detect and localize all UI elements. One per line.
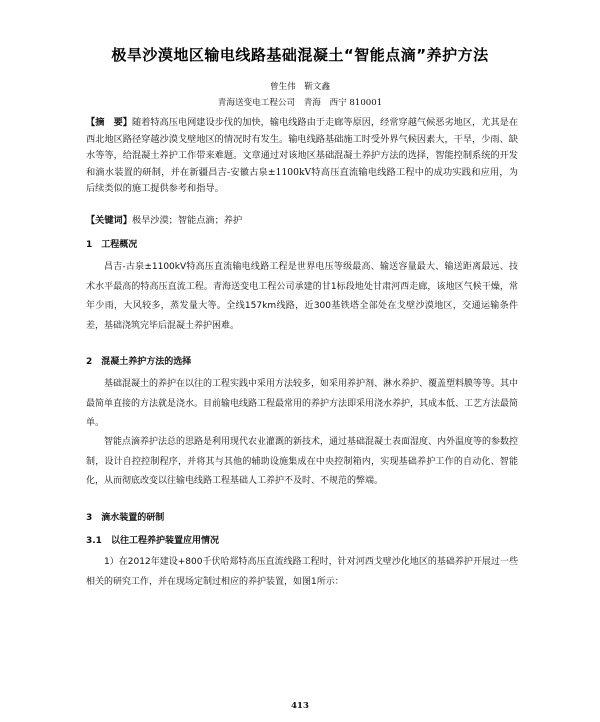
section-3-1-paragraph: 1）在2012年建设+800千伏哈郑特高压直流线路工程时，针对河西戈壁沙化地区的基础养护开展过一些相关的研究工作，并在现场定制过相应的养护装置，如图1所示： — [86, 557, 518, 587]
abstract-label: 【摘 要】 — [86, 117, 132, 128]
authors: 曾生伟 靳文鑫 — [269, 82, 331, 92]
keywords — [86, 213, 518, 229]
section-heading-3-1: 3.1 以往工程养护装置应用情况 — [86, 536, 219, 546]
paper-title: 极旱沙漠地区输电线路基础混凝土“智能点滴”养护方法 — [111, 46, 489, 64]
section-2-paragraph-2: 智能点滴养护法总的思路是利用现代农业灌溉的新技术，通过基础混凝土表面湿度、内外温度等的参数控制，设计自控控制程序，并将其与其他的辅助设施集成在中央控制箱内，实现基础养护工作的自动化、智能化，从而彻底改变以往输电线路工程基础人工养护不及时、不规范的弊端。 — [86, 437, 519, 486]
section-heading-2: 2 混凝土养护方法的选择 — [86, 357, 192, 367]
section-1-paragraph: 昌吉-古泉±1100kV特高压直流输电线路工程是世界电压等级最高、输送容量最大、输送距离最远、技术水平最高的特高压直流工程。青海送变电工程公司承建的甘1标段地处甘肃河西走廊，该地区气候干燥，常年少雨，大风较多，蒸发量大等。全线157km线路，近300基铁塔全部处在戈壁沙漠地区，交通运输条件差，基础浇筑完毕后混凝土养护困难。 — [86, 262, 518, 331]
section-heading-3: 3 滴水装置的研制 — [86, 513, 165, 523]
affiliation: 青海送变电工程公司 青海 西宁 810001 — [217, 98, 383, 108]
abstract — [86, 115, 518, 198]
section-heading-1: 1 工程概况 — [86, 240, 138, 250]
keywords-label: 【关键词】 — [86, 215, 132, 226]
page-number: 413 — [291, 701, 309, 711]
abstract-text: 随着特高压电网建设步伐的加快，输电线路由于走廊等原因，经常穿越气候恶劣地区，尤其是在西北地区路径穿越沙漠戈壁地区的情况时有发生。输电线路基础施工时受外界气候因素大，干旱，少雨、缺水等等，给混凝土养护工作带来难题。文章通过对该地区基础混凝土养护方法的选择，智能控制系统的开发和滴水装置的研制，并在新疆昌吉-安徽古泉±1100kV特高压直流输电线路工程中的成功实践和应用，为后续类似的施工提供参考和指导。 — [86, 117, 519, 195]
section-2-paragraph-1: 基础混凝土的养护在以往的工程实践中采用方法较多，如采用养护剂、淋水养护、覆盖塑料膜等等。其中最简单直接的方法就是浇水。目前输电线路工程最常用的养护方法即采用浇水养护，其成本低、工艺方法最简单。 — [86, 379, 519, 428]
keywords-text: 极旱沙漠；智能点滴；养护 — [131, 215, 243, 226]
